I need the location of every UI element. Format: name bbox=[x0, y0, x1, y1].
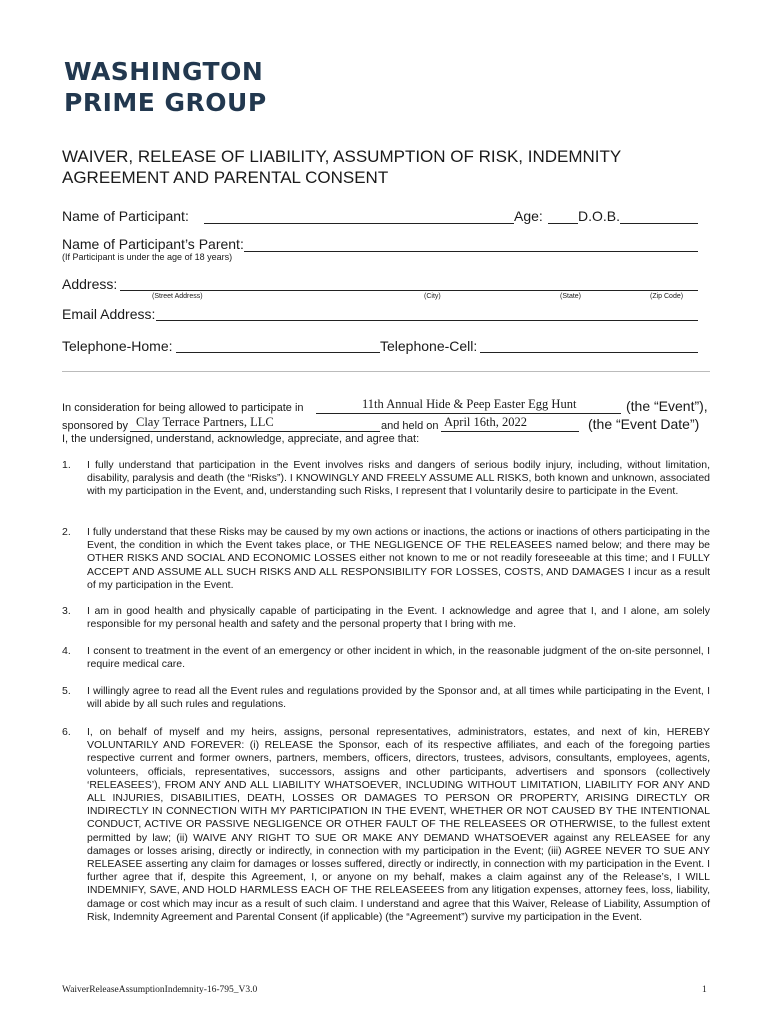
event-date-line bbox=[441, 431, 579, 432]
sponsor-line bbox=[130, 431, 380, 432]
email-field[interactable] bbox=[156, 320, 698, 321]
clause-text: I am in good health and physically capable of participating in the Event. I acknowledge and agree that I, and I alone, am solely responsible for my personal health and safety and the personal property that I bring with me. bbox=[87, 605, 710, 631]
clause-number: 3. bbox=[62, 605, 71, 617]
age-label: Age: bbox=[514, 208, 543, 224]
held-on-label: and held on bbox=[381, 420, 439, 432]
footer-page-number: 1 bbox=[702, 985, 707, 995]
phone-home-field[interactable] bbox=[176, 352, 380, 353]
clause-4 bbox=[62, 645, 710, 671]
parent-note: (If Participant is under the age of 18 years) bbox=[62, 252, 233, 262]
dob-label: D.O.B. bbox=[578, 208, 621, 224]
clause-text: I fully understand that these Risks may be caused by my own actions or inactions, the actions or inactions of others participating in the Event, the condition in which the Event takes place, or THE NEGLIGENCE OF THE RELEASEES named below; and there may be OTHER RISKS AND SOCIAL AND ECONOMIC LOSSES either not known to me or not readily foreseeable at this time; and I FULLY ACCEPT AND ASSUME ALL SUCH RISKS AND ALL RESPONSIBILITY FOR LOSSES, COSTS, AND DAMAGES I incur as a result of my participation in the Event. bbox=[87, 526, 710, 591]
phone-cell-field[interactable] bbox=[480, 352, 698, 353]
parent-name-label: Name of Participant’s Parent: bbox=[62, 236, 244, 252]
clause-5 bbox=[62, 685, 710, 711]
date-suffix: (the “Event Date”) bbox=[588, 416, 700, 432]
clause-number: 4. bbox=[62, 645, 71, 657]
event-name-value[interactable]: 11th Annual Hide & Peep Easter Egg Hunt bbox=[362, 397, 577, 411]
address-label: Address: bbox=[62, 276, 118, 292]
event-name-line bbox=[316, 413, 621, 414]
clause-number: 1. bbox=[62, 459, 71, 471]
sponsor-value[interactable]: Clay Terrace Partners, LLC bbox=[136, 415, 274, 429]
clause-text: I, on behalf of myself and my heirs, assigns, personal representatives, administrators, estates, and next of kin, HEREBY VOLUNTARILY AND FOREVER: (i) RELEASE the Sponsor, each of its respective affiliates, and each of the foregoing parties respective current and former owners, partners, members, officers, directors, trustees, advisors, consultants, employees, agents, volunteers, officials, representatives, successors, assigns and other participants, advertisers and sponsors (collectively ‘RELEASEES’), FROM ANY AND ALL LIABILITY WHATSOEVER, INCLUDING WITHOUT LIMITATION, LIABILITY FOR ANY AND ALL INJURIES, DISABILITIES, DEATH, LOSSES OR DAMAGES TO PERSON OR PROPERTY, ARISING DIRECTLY OR INDIRECTLY IN CONNECTION WITH MY PARTICIPATION IN THE EVENT, WHETHER OR NOT CAUSED BY THE INTENTIONAL CONDUCT, ACTIVE OR PASSIVE NEGLIGENCE OR OTHER FAULT OF THE RELEASEES OR OTHERWISE, to the fullest extent permitted by law; (ii) WAIVE ANY RIGHT TO SUE OR MAKE ANY DEMAND WHATSOEVER against any RELEASEE for any damages or losses arising, directly or indirectly, in connection with my participation in the Event; (iii) AGREE NEVER TO SUE ANY RELEASEE asserting any claim for damages or losses suffered, directly or indirectly, in connection with my participation in the Event. I further agree that if, despite this Agreement, I, or anyone on my behalf, makes a claim against any of the Release’s, I WILL INDEMNIFY, SAVE, AND HOLD HARMLESS EACH OF THE RELEASEEES from any litigation expenses, attorney fees, loss, liability, damage or cost which may incur as a result of such claim. I understand and agree that this Waiver, Release of Liability, Assumption of Risk, Indemnity Agreement and Parental Consent (if applicable) (the “Agreement”) survive my participation in the Event. bbox=[87, 726, 710, 923]
participant-name-label: Name of Participant: bbox=[62, 208, 189, 224]
clause-number: 6. bbox=[62, 726, 71, 738]
city-caption: (City) bbox=[424, 293, 441, 300]
event-suffix: (the “Event”), bbox=[626, 398, 708, 414]
consideration-closing: I, the undersigned, understand, acknowledge, appreciate, and agree that: bbox=[62, 433, 420, 445]
clause-3 bbox=[62, 605, 710, 631]
address-field[interactable] bbox=[120, 290, 698, 291]
clause-text: I fully understand that participation in the Event involves risks and dangers of serious bodily injury, including, without limitation, disability, paralysis and death (the “Risks”). I KNOWINGLY AND FREELY ASSUME ALL RISKS, both known and unknown, associated with my participation in the Event, and, understanding such Risks, I represent that I voluntarily desire to participate in the Event. bbox=[87, 459, 710, 498]
email-label: Email Address: bbox=[62, 306, 156, 322]
section-divider bbox=[62, 371, 710, 372]
document-title: WAIVER, RELEASE OF LIABILITY, ASSUMPTION OF RISK, INDEMNITY AGREEMENT AND PARENTAL CONSENT bbox=[62, 147, 621, 187]
footer-document-id: WaiverReleaseAssumptionIndemnity-16-795_V3.0 bbox=[62, 985, 258, 995]
phone-home-label: Telephone-Home: bbox=[62, 338, 173, 354]
street-address-caption: (Street Address) bbox=[152, 293, 203, 300]
parent-name-field[interactable] bbox=[244, 251, 698, 252]
clause-6 bbox=[62, 726, 710, 924]
zip-code-caption: (Zip Code) bbox=[650, 293, 684, 300]
participant-name-field[interactable] bbox=[204, 223, 514, 224]
clause-number: 5. bbox=[62, 685, 71, 697]
logo-line-1: WASHINGTON bbox=[64, 57, 264, 86]
clause-2 bbox=[62, 526, 710, 592]
event-date-value[interactable]: April 16th, 2022 bbox=[444, 415, 527, 429]
dob-field[interactable] bbox=[620, 223, 698, 224]
clause-text: I willingly agree to read all the Event rules and regulations provided by the Sponsor and, at all times while participating in the Event, I will abide by all such rules and regulations. bbox=[87, 685, 710, 711]
logo-line-2: PRIME GROUP bbox=[64, 88, 267, 117]
phone-cell-label: Telephone-Cell: bbox=[380, 338, 478, 354]
sponsored-by-label: sponsored by bbox=[62, 420, 129, 432]
state-caption: (State) bbox=[560, 293, 582, 300]
consideration-intro: In consideration for being allowed to participate in bbox=[62, 402, 304, 414]
clause-1 bbox=[62, 459, 710, 499]
clause-text: I consent to treatment in the event of an emergency or other incident in which, in the reasonable judgment of the on-site personnel, I require medical care. bbox=[87, 645, 710, 671]
clause-number: 2. bbox=[62, 526, 71, 538]
age-field[interactable] bbox=[548, 223, 578, 224]
company-logo bbox=[64, 56, 267, 118]
